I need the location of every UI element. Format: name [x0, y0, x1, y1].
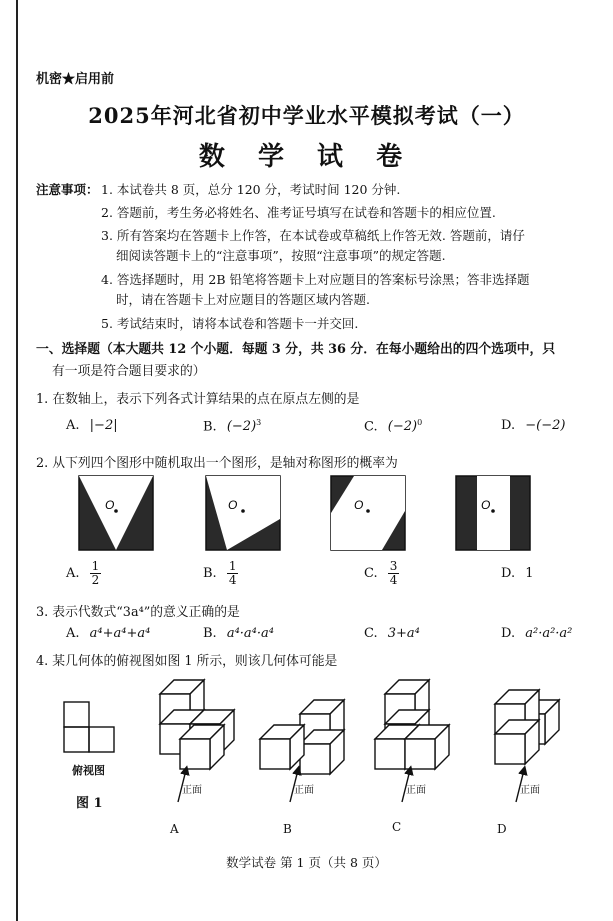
q2-b-center-label: O [228, 498, 238, 512]
q3-option-b-label: B. [203, 626, 217, 641]
q2-c-center-label: O [354, 498, 364, 512]
q3-option-a-label: A. [66, 626, 80, 641]
q2-figure-c [330, 475, 406, 551]
section-heading: 一、选择题（本大题共 12 个小题．每题 3 分，共 36 分．在每小题给出的四个选项中，只 [36, 342, 556, 357]
q3-option-a-expr: a⁴+a⁴+a⁴ [89, 626, 151, 641]
q1-option-b-base: (−2) [226, 419, 257, 435]
q1-option-b [203, 418, 261, 434]
exam-title: 2025年河北省初中学业水平模拟考试（一） [88, 103, 525, 128]
q1-option-a [66, 418, 118, 433]
q2-option-c-fraction [388, 560, 400, 587]
q2-option-c-label: C. [364, 566, 378, 581]
q4-option-a-label: A [170, 822, 179, 836]
note-item-3: 3. 所有答案均在答题卡上作答，在本试卷或草稿纸上作答无效. 答题前，请仔 [101, 228, 525, 243]
question-2-stem: 2. 从下列四个图形中随机取出一个图形，是轴对称图形的概率为 [36, 456, 398, 471]
question-3-stem: 3. 表示代数式“3a⁴”的意义正确的是 [36, 605, 240, 620]
q1-option-d-label: D. [501, 418, 516, 433]
q2-a-center-label: O [105, 498, 115, 512]
q4-top-view-figure [62, 700, 118, 756]
q1-option-a-label: A. [66, 418, 80, 433]
q2-option-d-value: 1 [525, 566, 534, 581]
q2-figure-a [78, 475, 154, 551]
q1-option-c-exp: 0 [417, 418, 423, 427]
q4-option-c-label: C [392, 820, 402, 834]
note-item-2: 2. 答题前，考生务必将姓名、准考证号填写在试卷和答题卡的相应位置. [101, 205, 496, 220]
q4-d-front-label: 正面 [520, 785, 540, 796]
q1-option-c [364, 418, 422, 434]
note-item-4-cont: 时，请在答题卡上对应题目的答题区域内答题. [116, 292, 370, 307]
q3-option-d-expr: a²·a²·a² [525, 626, 573, 641]
note-item-4: 4. 答选择题时，用 2B 铅笔将答题卡上对应题目的答案标号涂黑；答非选择题 [101, 272, 530, 287]
q4-option-d-solid [495, 690, 559, 764]
q4-b-front-label: 正面 [294, 785, 314, 796]
q1-option-d [501, 418, 565, 433]
note-item-1: 1. 本试卷共 8 页，总分 120 分，考试时间 120 分钟. [101, 182, 401, 197]
q2-d-center-label: O [481, 498, 491, 512]
q1-option-d-expr: −(−2) [525, 418, 566, 433]
q4-option-d-label: D [497, 822, 507, 836]
q2-option-a-fraction [90, 560, 102, 587]
note-item-5: 5. 考试结束时，请将本试卷和答题卡一并交回. [101, 316, 359, 331]
q2-b-numerator: 1 [228, 559, 237, 573]
q2-a-denominator: 2 [91, 573, 100, 587]
confidential-label: 机密★启用前 [36, 72, 115, 87]
q2-option-d [501, 566, 534, 581]
section-heading-cont: 有一项是符合题目要求的） [52, 364, 206, 379]
q2-option-b-fraction [227, 560, 239, 587]
q2-option-b-label: B. [203, 566, 217, 581]
q1-option-a-expr: |−2| [89, 418, 118, 433]
q2-option-a-label: A. [66, 566, 80, 581]
q4-option-a-solid [160, 680, 234, 769]
q2-option-b [203, 560, 238, 587]
question-4-stem: 4. 某几何体的俯视图如图 1 所示，则该几何体可能是 [36, 654, 338, 669]
q1-option-b-exp: 3 [256, 418, 262, 427]
q4-option-b-label: B [283, 822, 292, 836]
subject-title: 数 学 试 卷 [198, 142, 415, 172]
q2-option-a [66, 560, 101, 587]
q2-c-numerator: 3 [389, 559, 398, 573]
q2-option-d-label: D. [501, 566, 516, 581]
q3-option-d-label: D. [501, 626, 516, 641]
q3-option-b-expr: a⁴·a⁴·a⁴ [226, 626, 274, 641]
q1-option-c-label: C. [364, 419, 378, 435]
question-1-stem: 1. 在数轴上，表示下列各式计算结果的点在原点左侧的是 [36, 392, 360, 407]
q3-option-b [203, 626, 274, 641]
page-footer: 数学试卷 第 1 页（共 8 页） [226, 855, 387, 870]
q2-b-denominator: 4 [228, 573, 237, 587]
q1-option-b-label: B. [203, 419, 217, 435]
q4-options-figure [140, 670, 580, 845]
q2-figure-d [455, 475, 531, 551]
q4-option-b-solid [260, 700, 344, 774]
note-item-3-cont: 细阅读答题卡上的“注意事项”，按照“注意事项”的规定答题. [116, 248, 446, 263]
q3-option-c-expr: 3+a⁴ [387, 626, 420, 641]
q4-a-front-label: 正面 [182, 785, 202, 796]
q4-option-c-solid [375, 680, 449, 769]
q3-option-c-label: C. [364, 626, 378, 641]
q2-c-denominator: 4 [389, 573, 398, 587]
q2-option-c [364, 560, 399, 587]
q4-figure-label: 图 1 [76, 796, 103, 811]
q3-option-a [66, 626, 150, 641]
notes-label: 注意事项： [36, 182, 99, 197]
q4-c-front-label: 正面 [406, 785, 426, 796]
q2-figure-b [205, 475, 281, 551]
q2-a-numerator: 1 [91, 559, 100, 573]
q1-option-c-base: (−2) [387, 419, 418, 435]
q3-option-c [364, 626, 420, 641]
q4-top-view-label: 俯视图 [72, 764, 105, 777]
q3-option-d [501, 626, 572, 641]
